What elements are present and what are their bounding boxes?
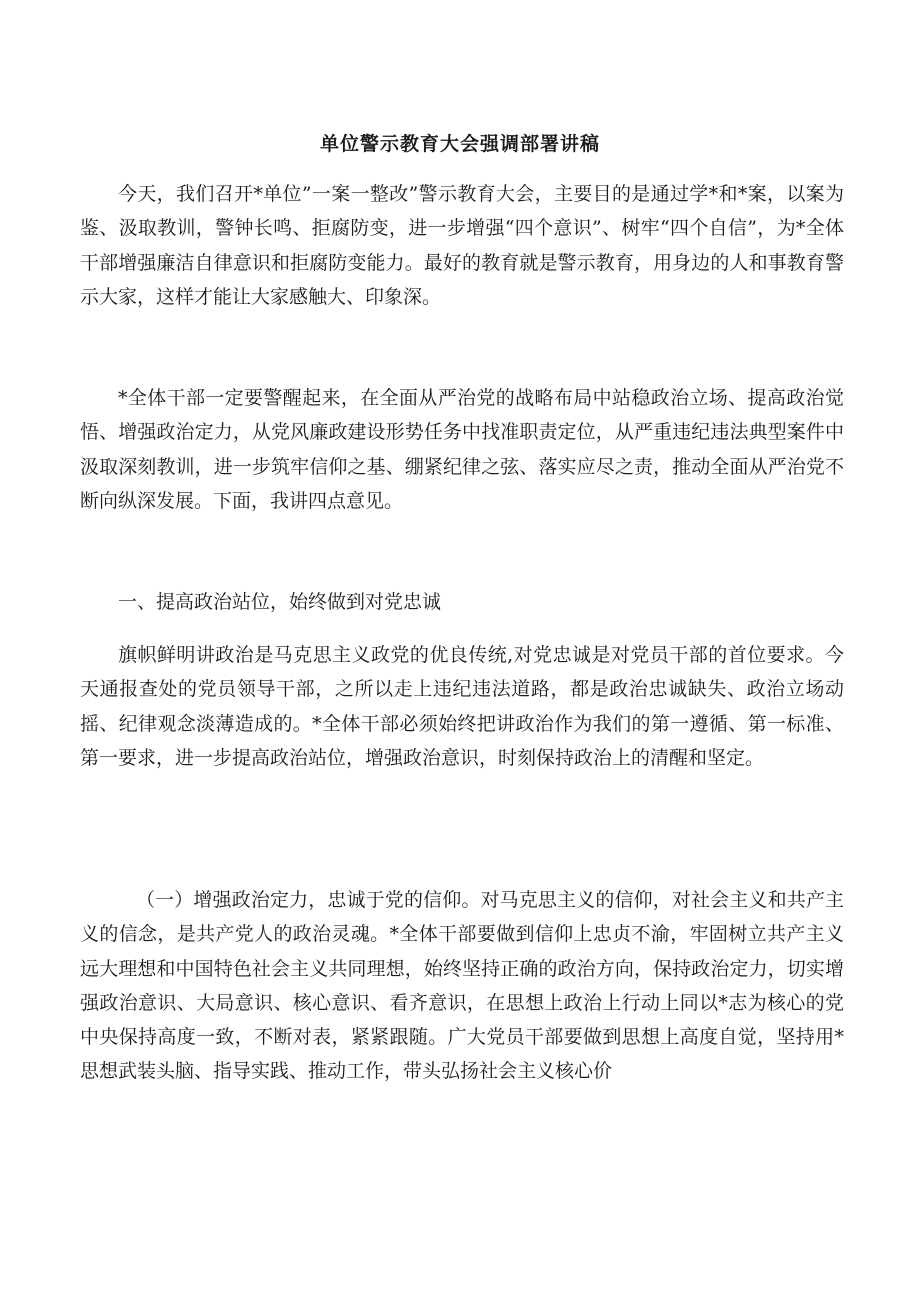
document-title: 单位警示教育大会强调部署讲稿 [319,133,600,155]
subsection-1-paragraph: （一）增强政治定力，忠诚于党的信仰。对马克思主义的信仰，对社会主义和共产主义的信念，是共产党人的政治灵魂。*全体干部要做到信仰上忠贞不渝，牢固树立共产主义远大理想和中国特色社会主义共同理想，始终坚持正确的政治方向，保持政治定力，切实增强政治意识、大局意识、核心意识、看齐意识，在思想上政治上行动上同以*志为核心的党中央保持高度一致，不断对表，紧紧跟随。广大党员干部要做到思想上高度自觉，坚持用*思想武装头脑、指导实践、推动工作，带头弘扬社会主义核心价 [80,889,844,1083]
section-heading-1: 一、提高政治站位，始终做到对党忠诚 [118,591,442,613]
context-paragraph: *全体干部一定要警醒起来，在全面从严治党的战略布局中站稳政治立场、提高政治觉悟、增强政治定力，从党风廉政建设形势任务中找准职责定位，从严重违纪违法典型案件中汲取深刻教训，进一步筑牢信仰之基、绷紧纪律之弦、落实应尽之责，推动全面从严治党不断向纵深发展。下面，我讲四点意见。 [80,387,844,512]
intro-paragraph: 今天，我们召开*单位”一案一整改”警示教育大会，主要目的是通过学*和*案，以案为鉴、汲取教训，警钟长鸣、拒腐防变，进一步增强“四个意识”、树牢“四个自信”，为*全体干部增强廉洁自律意识和拒腐防变能力。最好的教育就是警示教育，用身边的人和事教育警示大家，这样才能让大家感触大、印象深。 [80,183,844,308]
section-1-paragraph: 旗帜鲜明讲政治是马克思主义政党的优良传统,对党忠诚是对党员干部的首位要求。今天通报查处的党员领导干部，之所以走上违纪违法道路，都是政治忠诚缺失、政治立场动摇、纪律观念淡薄造成的。*全体干部必须始终把讲政治作为我们的第一遵循、第一标准、第一要求，进一步提高政治站位，增强政治意识，时刻保持政治上的清醒和坚定。 [80,644,844,769]
